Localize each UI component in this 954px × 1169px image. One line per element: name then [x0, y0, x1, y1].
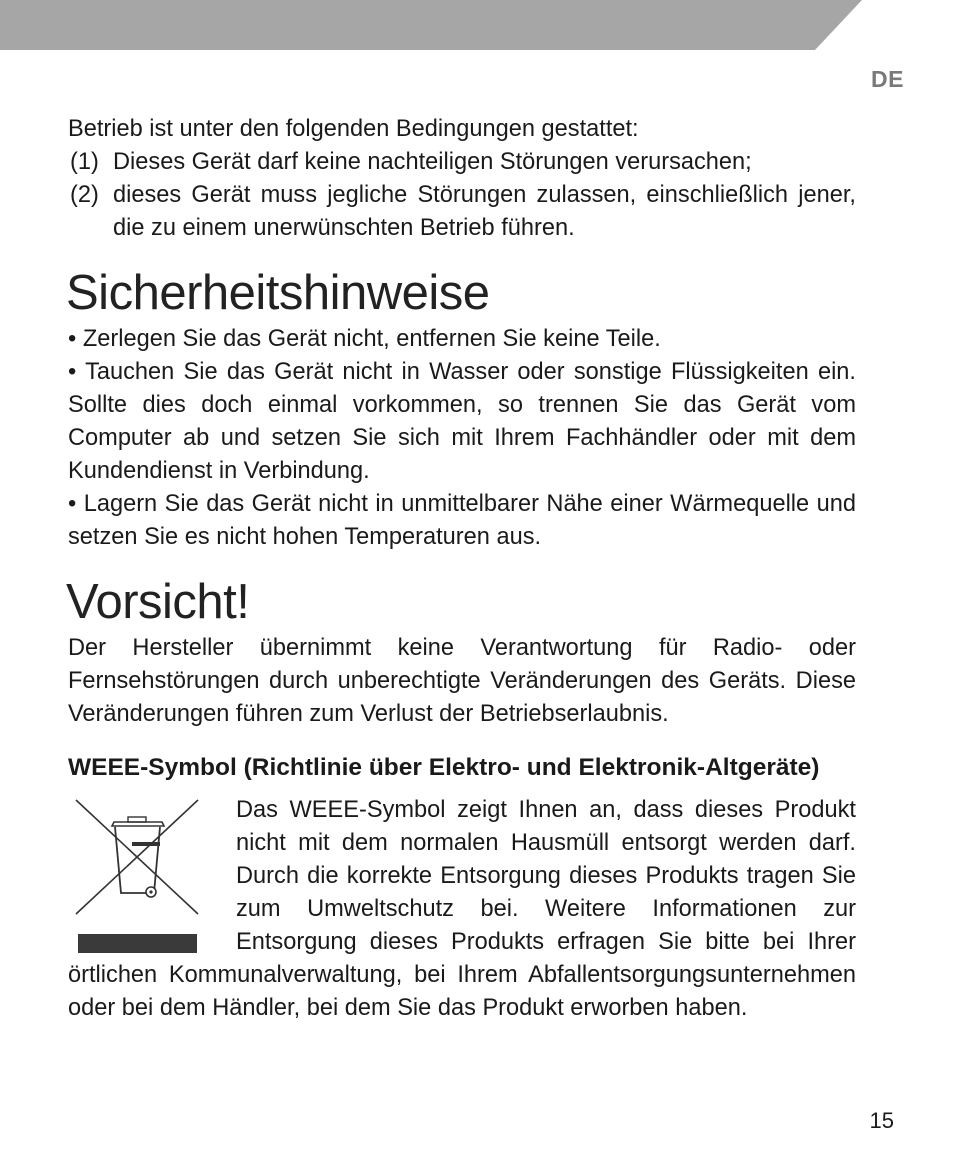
weee-text: Das WEEE-Symbol zeigt Ihnen an, dass dieses Produkt nicht mit dem normalen Hausmüll entsorgt werden darf. Durch die korrekte Entsorgung dieses Produkts tragen Sie zum Umweltschutz bei. Weitere Informationen zur Entsorgung dieses Produkts erfragen Sie bitte bei Ihrer örtlichen Kommunalverwaltung, bei Ihrem Abfallentsorgungsunternehmen oder bei dem Händler, bei dem Sie das Produkt erworben haben.: [68, 797, 856, 1021]
safety-item: • Zerlegen Sie das Gerät nicht, entfernen Sie keine Teile.: [68, 326, 661, 352]
conditions-lead: Betrieb ist unter den folgenden Bedingungen gestattet:: [68, 116, 639, 142]
weee-section: [68, 794, 856, 1025]
condition-item: [68, 179, 856, 245]
weee-heading: WEEE-Symbol (Richtlinie über Elektro- und Elektronik-Altgeräte): [68, 754, 820, 781]
safety-item: • Tauchen Sie das Gerät nicht in Wasser oder sonstige Flüssigkeiten ein. Sollte dies doch einmal vorkommen, so trennen Sie das Gerät vom Computer ab und setzen Sie sich mit Ihrem Fachhändler oder mit dem Kundendienst in Verbindung.: [68, 359, 856, 484]
language-code: DE: [871, 66, 904, 92]
condition-text: dieses Gerät muss jegliche Störungen zulassen, einschließlich jener, die zu einem unerwünschten Betrieb führen.: [113, 182, 856, 241]
condition-item: [68, 146, 856, 179]
page-number: 15: [869, 1108, 894, 1133]
caution-text: Der Hersteller übernimmt keine Verantwortung für Radio- oder Fernsehstörungen durch unberechtigte Veränderungen des Geräts. Diese Veränderungen führen zum Verlust der Betriebserlaubnis.: [68, 635, 856, 727]
header-bar: [0, 0, 954, 50]
caution-heading: Vorsicht!: [66, 575, 250, 629]
conditions-list: [68, 146, 856, 245]
crossed-out-wheelie-bin-icon: [68, 794, 236, 959]
condition-text: Dieses Gerät darf keine nachteiligen Störungen verursachen;: [113, 149, 752, 175]
condition-number: (2): [70, 182, 99, 208]
safety-item: • Lagern Sie das Gerät nicht in unmittelbarer Nähe einer Wärmequelle und setzen Sie es nicht hohen Temperaturen aus.: [68, 491, 856, 550]
safety-heading: Sicherheitshinweise: [66, 266, 490, 320]
page-content: [68, 113, 856, 1025]
condition-number: (1): [70, 149, 99, 175]
